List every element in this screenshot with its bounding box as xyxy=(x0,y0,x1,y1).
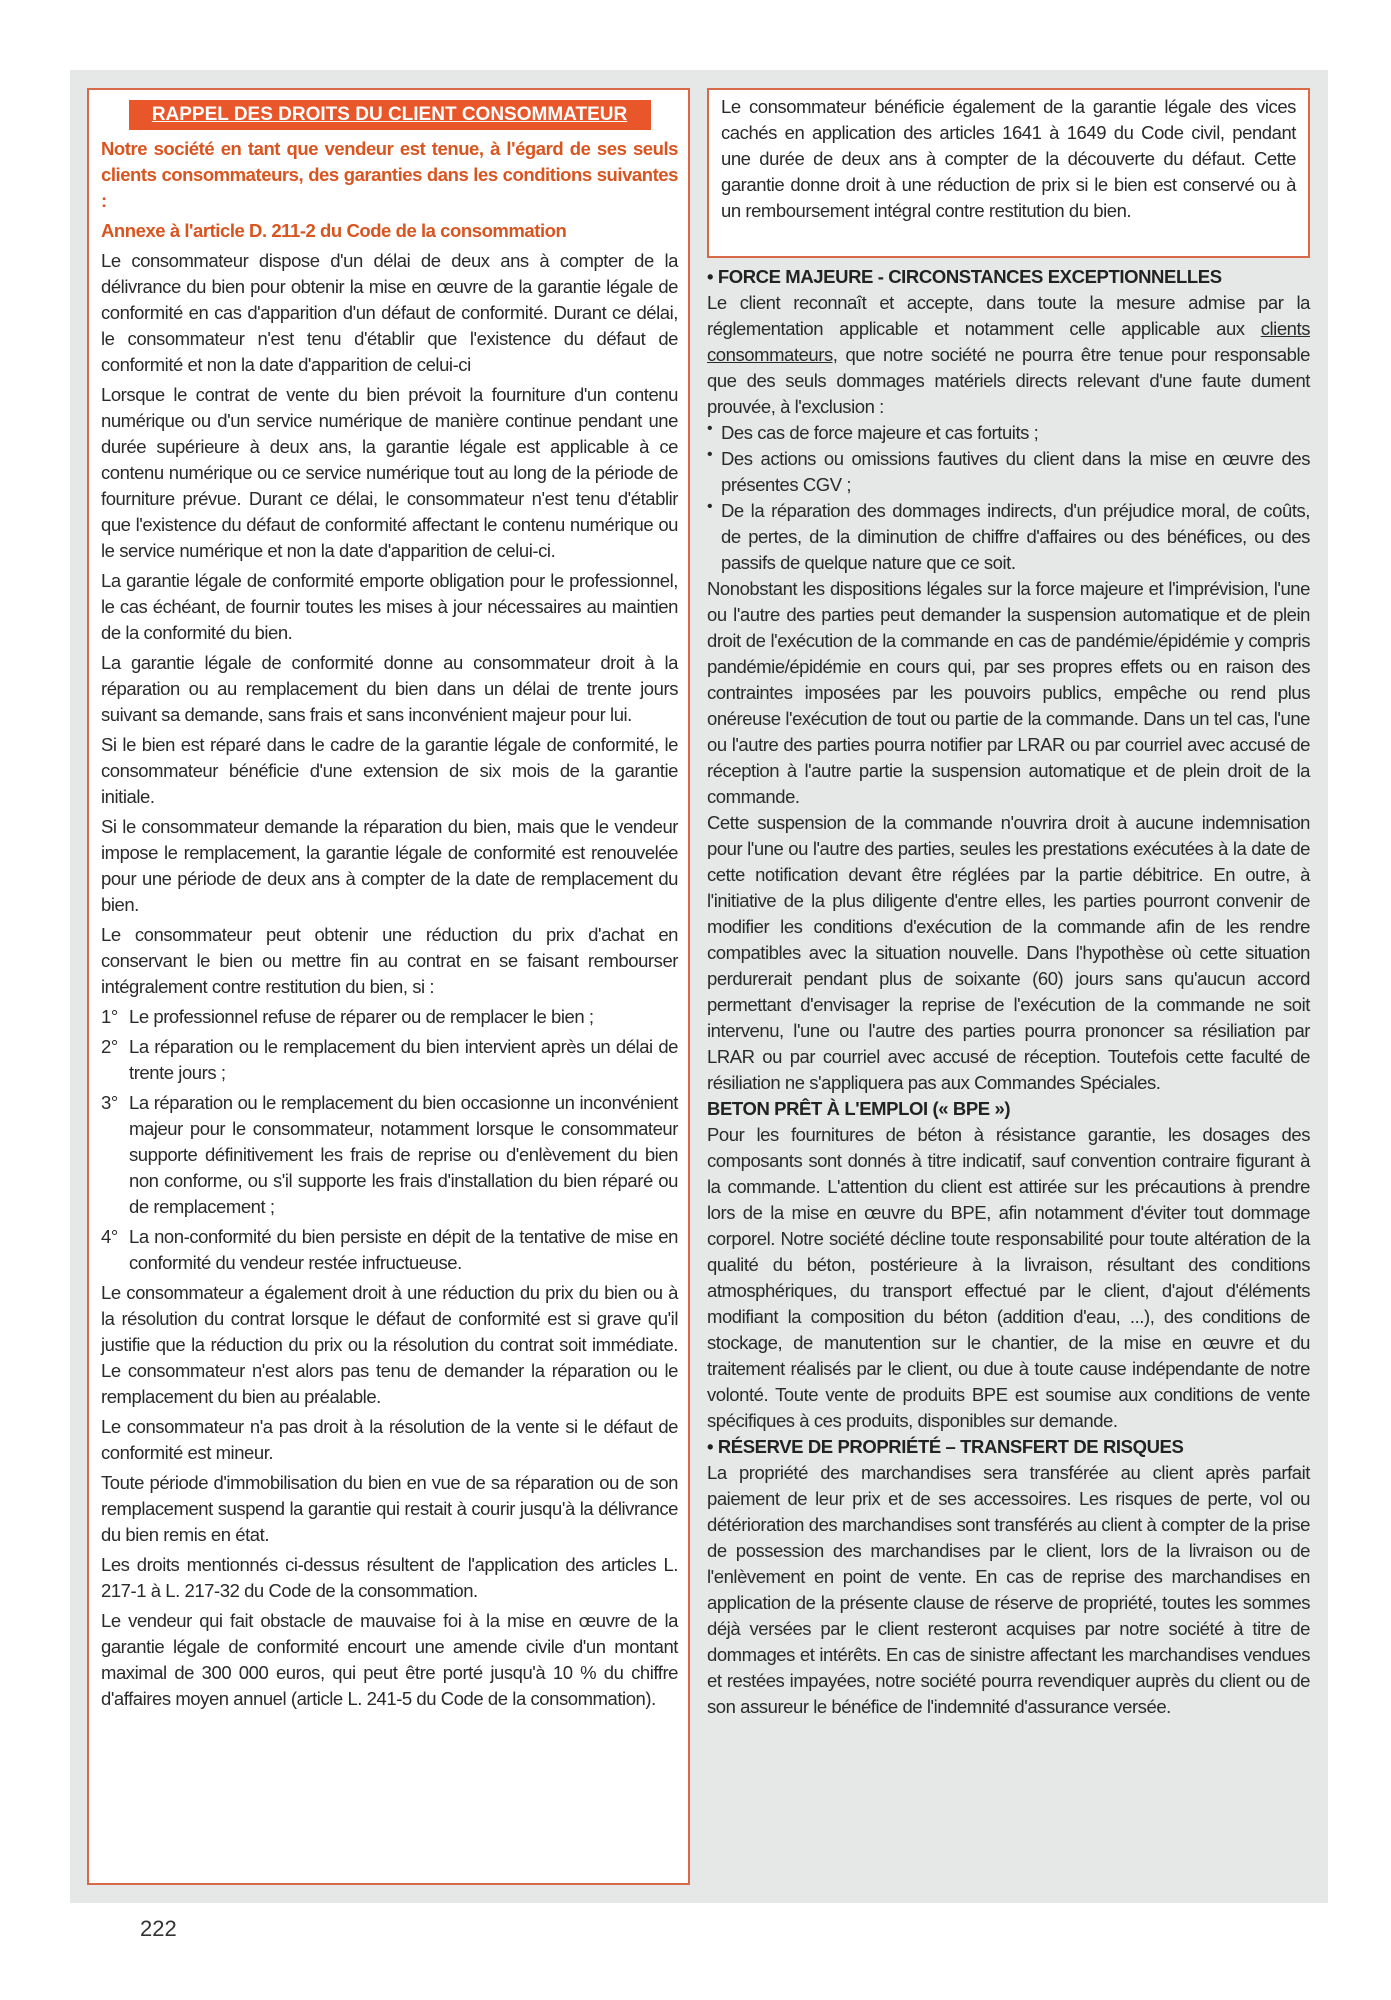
bullet-item: • Des cas de force majeure et cas fortuits ; xyxy=(707,420,1310,446)
paragraph: Le consommateur dispose d'un délai de deux ans à compter de la délivrance du bien pour obtenir la mise en œuvre de la garantie légale de conformité en cas d'apparition d'un défaut de conformité. Durant ce délai, le consommateur n'est tenu d'établir que l'existence du défaut de conformité et non la date d'apparition de celui-ci xyxy=(101,250,678,375)
bullet-item: • Des actions ou omissions fautives du client dans la mise en œuvre des présentes CGV ; xyxy=(707,446,1310,498)
paragraph: Nonobstant les dispositions légales sur la force majeure et l'imprévision, l'une ou l'autre des parties peut demander la suspension automatique et de plein droit de l'exécution de la commande en cas de pandémie/épidémie y compris pandémie/épidémie en cours qui, par ses propres effets ou en raison des contraintes imposées par les pouvoirs publics, empêche ou rend plus onéreuse l'exécution de tout ou partie de la commande. Dans un tel cas, l'une ou l'autre des parties pourra notifier par LRAR ou par courriel avec accusé de réception à l'autre partie la suspension automatique et de plein droit de la commande. xyxy=(707,578,1310,807)
bullet-text: Des cas de force majeure et cas fortuits ; xyxy=(721,422,1039,443)
bullet-text: De la réparation des dommages indirects, d'un préjudice moral, de coûts, de pertes, de la diminution de chiffre d'affaires ou des bénéfices, ou des passifs de quelque nature que ce soit. xyxy=(721,500,1310,573)
paragraph: Si le bien est réparé dans le cadre de la garantie légale de conformité, le consommateur bénéficie d'une extension de six mois de la garantie initiale. xyxy=(101,734,678,807)
paragraph: Les droits mentionnés ci-dessus résultent de l'application des articles L. 217-1 à L. 217-32 du Code de la consommation. xyxy=(101,1554,678,1601)
paragraph: Le consommateur peut obtenir une réduction du prix d'achat en conservant le bien ou mettre fin au contrat en se faisant rembourser intégralement contre restitution du bien, si : xyxy=(101,924,678,997)
paragraph: Le consommateur a également droit à une réduction du prix du bien ou à la résolution du contrat lorsque le défaut de conformité est si grave qu'il justifie que la réduction du prix ou la résolution du contrat soit immédiate. Le consommateur n'est alors pas tenu de demander la réparation ou le remplacement du bien au préalable. xyxy=(101,1282,678,1407)
paragraph: La garantie légale de conformité emporte obligation pour le professionnel, le cas échéant, de fournir toutes les mises à jour nécessaires au maintien de la conformité du bien. xyxy=(101,570,678,643)
reserve-heading: • RÉSERVE DE PROPRIÉTÉ – TRANSFERT DE RISQUES xyxy=(707,1436,1184,1457)
paragraph xyxy=(707,290,1310,420)
intro-text: Notre société en tant que vendeur est tenue, à l'égard de ses seuls clients consommateurs, des garanties dans les conditions suivantes : xyxy=(101,138,678,211)
list-text: La réparation ou le remplacement du bien occasionne un inconvénient majeur pour le consommateur, notamment lorsque le consommateur supporte définitivement les frais de reprise ou d'enlèvement du bien non conforme, ou s'il supporte les frais d'installation du bien réparé ou de remplacement ; xyxy=(129,1092,678,1217)
paragraph: Pour les fournitures de béton à résistance garantie, les dosages des composants sont donnés à titre indicatif, sauf convention contraire figurant à la commande. L'attention du client est attirée sur les précautions à prendre lors de la mise en œuvre du BPE, afin notamment d'éviter tout dommage corporel. Notre société décline toute responsabilité pour toute altération de la qualité du béton, postérieure à la livraison, résultant des conditions atmosphériques, du transport effectué par le client, d'ajout d'éléments modifiant la composition du béton (addition d'eau, ...), des conditions de stockage, de manutention sur le chantier, de la mise en œuvre et du traitement réalisés par le client, ou due à toute cause indépendante de notre volonté. Toute vente de produits BPE est soumise aux conditions de vente spécifiques à ces produits, disponibles sur demande. xyxy=(707,1124,1310,1431)
page-number: 222 xyxy=(140,1916,177,1941)
consumer-rights-box xyxy=(87,88,690,1885)
paragraph: Le vendeur qui fait obstacle de mauvaise foi à la mise en œuvre de la garantie légale de conformité encourt une amende civile d'un montant maximal de 300 000 euros, qui peut être porté jusqu'à 10 % du chiffre d'affaires moyen annuel (article L. 241-5 du Code de la consommation). xyxy=(101,1610,678,1709)
list-number: 2° xyxy=(101,1036,118,1057)
bullet-text: Des actions ou omissions fautives du client dans la mise en œuvre des présentes CGV ; xyxy=(721,448,1310,495)
paragraph: La garantie légale de conformité donne au consommateur droit à la réparation ou au remplacement du bien dans un délai de trente jours suivant sa demande, sans frais et sans inconvénient majeur pour lui. xyxy=(101,652,678,725)
force-majeure-heading: • FORCE MAJEURE - CIRCONSTANCES EXCEPTIONNELLES xyxy=(707,266,1222,287)
paragraph: Lorsque le contrat de vente du bien prévoit la fourniture d'un contenu numérique ou d'un service numérique de manière continue pendant une durée supérieure à deux ans, la garantie légale est applicable à ce contenu numérique ou ce service numérique tout au long de la période de fourniture prévue. Durant ce délai, le consommateur n'est tenu d'établir que l'existence du défaut de conformité affectant le contenu numérique ou le service numérique et non la date d'apparition de celui-ci. xyxy=(101,384,678,561)
clients-consommateurs-link[interactable]: clients consommateurs, xyxy=(707,318,1310,365)
list-item xyxy=(101,1224,678,1276)
list-number: 3° xyxy=(101,1092,118,1113)
list-text: La réparation ou le remplacement du bien intervient après un délai de trente jours ; xyxy=(129,1036,678,1083)
bpe-heading: BETON PRÊT À L'EMPLOI (« BPE ») xyxy=(707,1098,1011,1119)
paragraph: La propriété des marchandises sera transférée au client après parfait paiement de leur prix et de ses accessoires. Les risques de perte, vol ou détérioration des marchandises sont transférés au client à compter de la prise de possession des marchandises par le client, lors de la livraison ou de l'enlèvement en point de vente. En cas de reprise des marchandises en application de la présente clause de réserve de propriété, toutes les sommes déjà versées par le client resteront acquises par notre société à titre de dommages et intérêts. En cas de sinistre affectant les marchandises vendues et restées impayées, notre société pourra revendiquer auprès du client ou de son assureur le bénéfice de l'indemnité d'assurance versée. xyxy=(707,1462,1310,1717)
section-title: RAPPEL DES DROITS DU CLIENT CONSOMMATEUR xyxy=(129,100,651,130)
text: Le client reconnaît et accepte, dans toute la mesure admise par la réglementation applicable et notamment celle applicable aux xyxy=(707,292,1310,339)
list-number: 4° xyxy=(101,1226,118,1247)
list-text: La non-conformité du bien persiste en dépit de la tentative de mise en conformité du vendeur restée infructueuse. xyxy=(129,1226,678,1273)
list-item xyxy=(101,1004,678,1030)
right-column xyxy=(707,264,1310,1720)
paragraph: Le consommateur n'a pas droit à la résolution de la vente si le défaut de conformité est mineur. xyxy=(101,1416,678,1463)
paragraph: Si le consommateur demande la réparation du bien, mais que le vendeur impose le remplacement, la garantie légale de conformité est renouvelée pour une période de deux ans à compter de la date de remplacement du bien. xyxy=(101,816,678,915)
text: que notre société ne pourra être tenue pour responsable que des seuls dommages matériels directs relevant d'une faute dument prouvée, à l'exclusion : xyxy=(707,344,1310,417)
list-text: Le professionnel refuse de réparer ou de remplacer le bien ; xyxy=(129,1006,594,1027)
paragraph: Cette suspension de la commande n'ouvrira droit à aucune indemnisation pour l'une ou l'autre des parties, seules les prestations exécutées à la date de cette notification devant être réglées par la partie débitrice. En outre, à l'initiative de la plus diligente d'entre elles, les parties pourront convenir de modifier les conditions d'exécution de la commande afin de les rendre compatibles avec la situation nouvelle. Dans l'hypothèse où cette situation perdurerait pendant plus de soixante (60) jours sans qu'aucun accord permettant d'envisager la reprise de l'exécution de la commande ne soit intervenu, l'une ou l'autre des parties pourra prononcer sa résiliation par LRAR ou par courriel avec accusé de réception. Toutefois cette faculté de résiliation ne s'appliquera pas aux Commandes Spéciales. xyxy=(707,812,1310,1093)
list-item xyxy=(101,1034,678,1086)
paragraph: Toute période d'immobilisation du bien en vue de sa réparation ou de son remplacement suspend la garantie qui restait à courir jusqu'à la délivrance du bien remis en état. xyxy=(101,1472,678,1545)
annex-heading: Annexe à l'article D. 211-2 du Code de la consommation xyxy=(101,220,567,241)
list-number: 1° xyxy=(101,1006,118,1027)
hidden-defects-text: Le consommateur bénéficie également de la garantie légale des vices cachés en application des articles 1641 à 1649 du Code civil, pendant une durée de deux ans à compter de la découverte du défaut. Cette garantie donne droit à une réduction de prix si le bien est conservé ou à un remboursement intégral contre restitution du bien. xyxy=(721,96,1296,221)
hidden-defects-box xyxy=(707,88,1310,258)
bullet-item: • De la réparation des dommages indirects, d'un préjudice moral, de coûts, de pertes, de la diminution de chiffre d'affaires ou des bénéfices, ou des passifs de quelque nature que ce soit. xyxy=(707,498,1310,576)
list-item xyxy=(101,1090,678,1220)
